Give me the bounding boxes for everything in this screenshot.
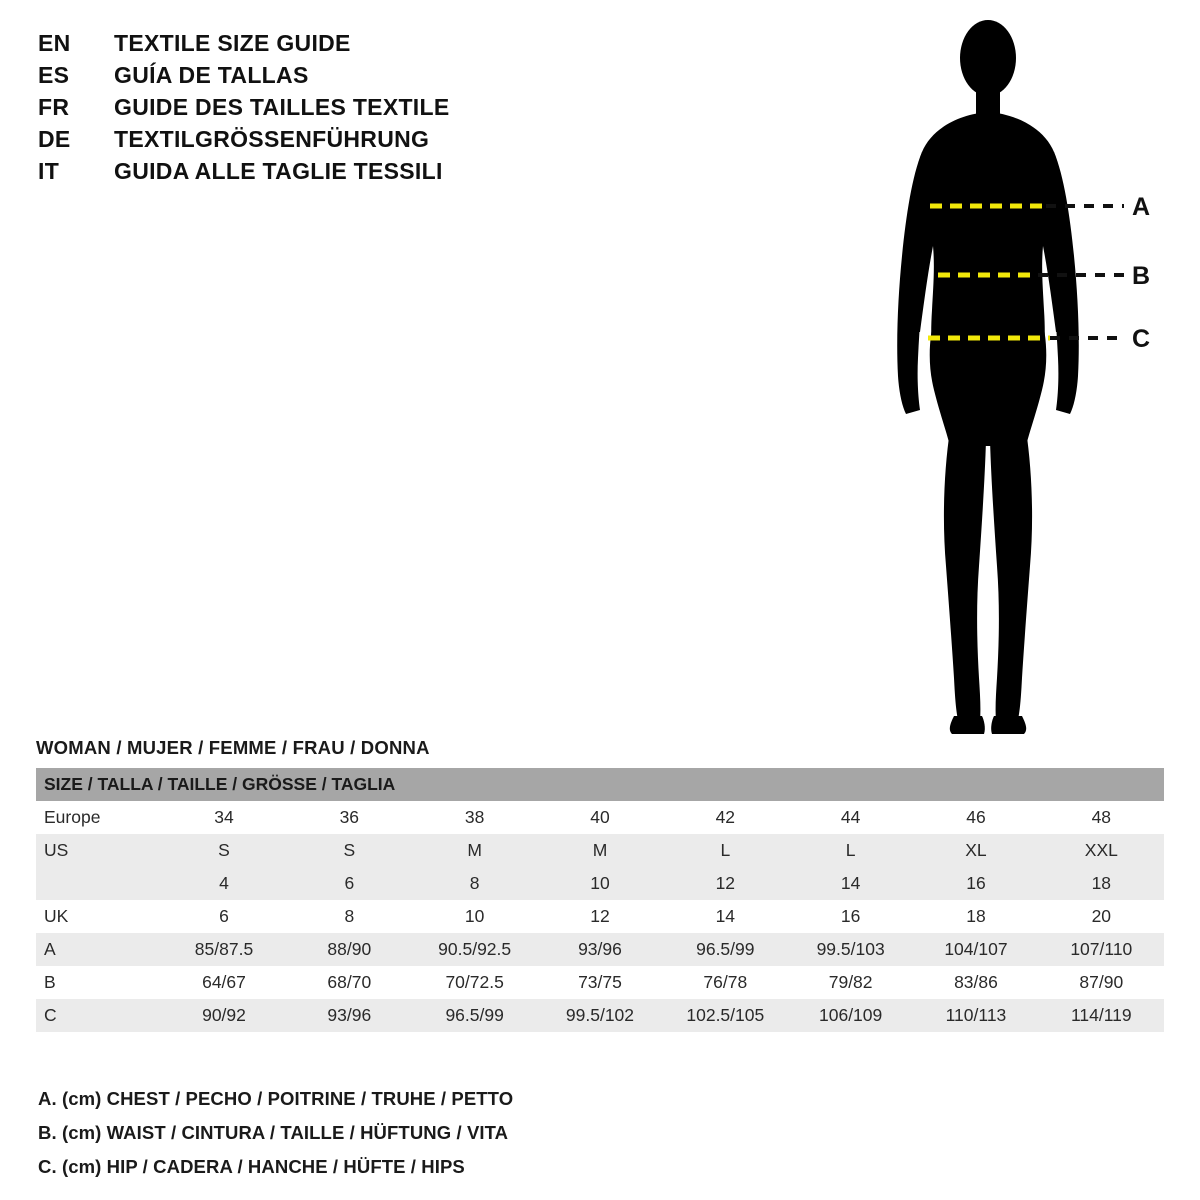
table-caption: WOMAN / MUJER / FEMME / FRAU / DONNA (36, 737, 430, 758)
table-cell: 85/87.5 (161, 933, 286, 966)
language-code-fr: FR (38, 94, 70, 120)
table-row (36, 834, 1164, 867)
table-cell: 18 (913, 900, 1038, 933)
table-cell: 96.5/99 (663, 933, 788, 966)
table-cell: 12 (537, 900, 662, 933)
title-text-es: GUÍA DE TALLAS (114, 62, 309, 88)
table-cell: L (663, 834, 788, 867)
figure-area (840, 10, 1180, 750)
table-cell: 90.5/92.5 (412, 933, 537, 966)
table-cell: S (161, 834, 286, 867)
table-cell: 110/113 (913, 999, 1038, 1032)
footnote-c: C. (cm) HIP / CADERA / HANCHE / HÜFTE / HIPS (38, 1156, 465, 1177)
table-cell: 14 (788, 867, 913, 900)
table-cell: 88/90 (287, 933, 412, 966)
table-cell: M (537, 834, 662, 867)
table-cell: L (788, 834, 913, 867)
table-cell: 16 (788, 900, 913, 933)
table-row (36, 900, 1164, 933)
row-label-europe: Europe (36, 801, 161, 834)
title-row (38, 158, 658, 185)
row-label-us: US (36, 834, 161, 867)
table-cell: 107/110 (1039, 933, 1164, 966)
title-row (38, 126, 658, 153)
table-cell: 4 (161, 867, 286, 900)
table-cell: 99.5/102 (537, 999, 662, 1032)
table-cell: 76/78 (663, 966, 788, 999)
table-cell: 68/70 (287, 966, 412, 999)
language-code-en: EN (38, 30, 71, 56)
table-row (36, 933, 1164, 966)
table-cell: 20 (1039, 900, 1164, 933)
table-cell: 106/109 (788, 999, 913, 1032)
row-label-c: C (36, 999, 161, 1032)
table-cell: 96.5/99 (412, 999, 537, 1032)
size-table-section (36, 737, 1164, 1032)
table-cell: 38 (412, 801, 537, 834)
table-cell: 83/86 (913, 966, 1038, 999)
table-cell: 34 (161, 801, 286, 834)
table-cell: 8 (287, 900, 412, 933)
size-table (36, 768, 1164, 1032)
table-cell: 18 (1039, 867, 1164, 900)
table-cell: 102.5/105 (663, 999, 788, 1032)
table-row (36, 966, 1164, 999)
table-cell: 40 (537, 801, 662, 834)
measure-label-c: C (1132, 325, 1151, 353)
row-label-us-numeric (36, 867, 161, 900)
table-cell: 114/119 (1039, 999, 1164, 1032)
table-cell: M (412, 834, 537, 867)
measure-label-a: A (1132, 193, 1151, 221)
table-cell: XXL (1039, 834, 1164, 867)
table-cell: XL (913, 834, 1038, 867)
table-row (36, 999, 1164, 1032)
table-cell: 16 (913, 867, 1038, 900)
female-body-silhouette (840, 10, 1180, 750)
footnote-b: B. (cm) WAIST / CINTURA / TAILLE / HÜFTUNG / VITA (38, 1122, 509, 1143)
table-cell: 87/90 (1039, 966, 1164, 999)
table-cell: S (287, 834, 412, 867)
table-cell: 6 (161, 900, 286, 933)
title-row (38, 30, 658, 57)
row-label-uk: UK (36, 900, 161, 933)
table-cell: 44 (788, 801, 913, 834)
title-row (38, 62, 658, 89)
table-cell: 93/96 (537, 933, 662, 966)
row-label-b: B (36, 966, 161, 999)
table-cell: 64/67 (161, 966, 286, 999)
table-cell: 104/107 (913, 933, 1038, 966)
measure-label-b: B (1132, 262, 1151, 290)
language-code-it: IT (38, 158, 60, 184)
footnotes (38, 1088, 798, 1190)
title-text-en: TEXTILE SIZE GUIDE (114, 30, 351, 56)
table-cell: 93/96 (287, 999, 412, 1032)
language-code-de: DE (38, 126, 71, 152)
table-cell: 8 (412, 867, 537, 900)
table-row (36, 801, 1164, 834)
table-header-row (36, 768, 1164, 801)
table-cell: 48 (1039, 801, 1164, 834)
table-cell: 73/75 (537, 966, 662, 999)
language-code-es: ES (38, 62, 70, 88)
table-row (36, 867, 1164, 900)
table-cell: 46 (913, 801, 1038, 834)
table-cell: 6 (287, 867, 412, 900)
footnote-a: A. (cm) CHEST / PECHO / POITRINE / TRUHE / PETTO (38, 1088, 514, 1109)
table-cell: 36 (287, 801, 412, 834)
table-cell: 70/72.5 (412, 966, 537, 999)
table-cell: 10 (537, 867, 662, 900)
title-text-de: TEXTILGRÖSSENFÜHRUNG (114, 126, 430, 152)
table-cell: 90/92 (161, 999, 286, 1032)
title-row (38, 94, 658, 121)
table-cell: 42 (663, 801, 788, 834)
title-block (38, 30, 658, 190)
table-cell: 10 (412, 900, 537, 933)
table-cell: 79/82 (788, 966, 913, 999)
table-cell: 14 (663, 900, 788, 933)
table-header-label: SIZE / TALLA / TAILLE / GRÖSSE / TAGLIA (36, 768, 1164, 801)
title-text-it: GUIDA ALLE TAGLIE TESSILI (114, 158, 443, 184)
row-label-a: A (36, 933, 161, 966)
table-cell: 12 (663, 867, 788, 900)
title-text-fr: GUIDE DES TAILLES TEXTILE (114, 94, 450, 120)
table-cell: 99.5/103 (788, 933, 913, 966)
